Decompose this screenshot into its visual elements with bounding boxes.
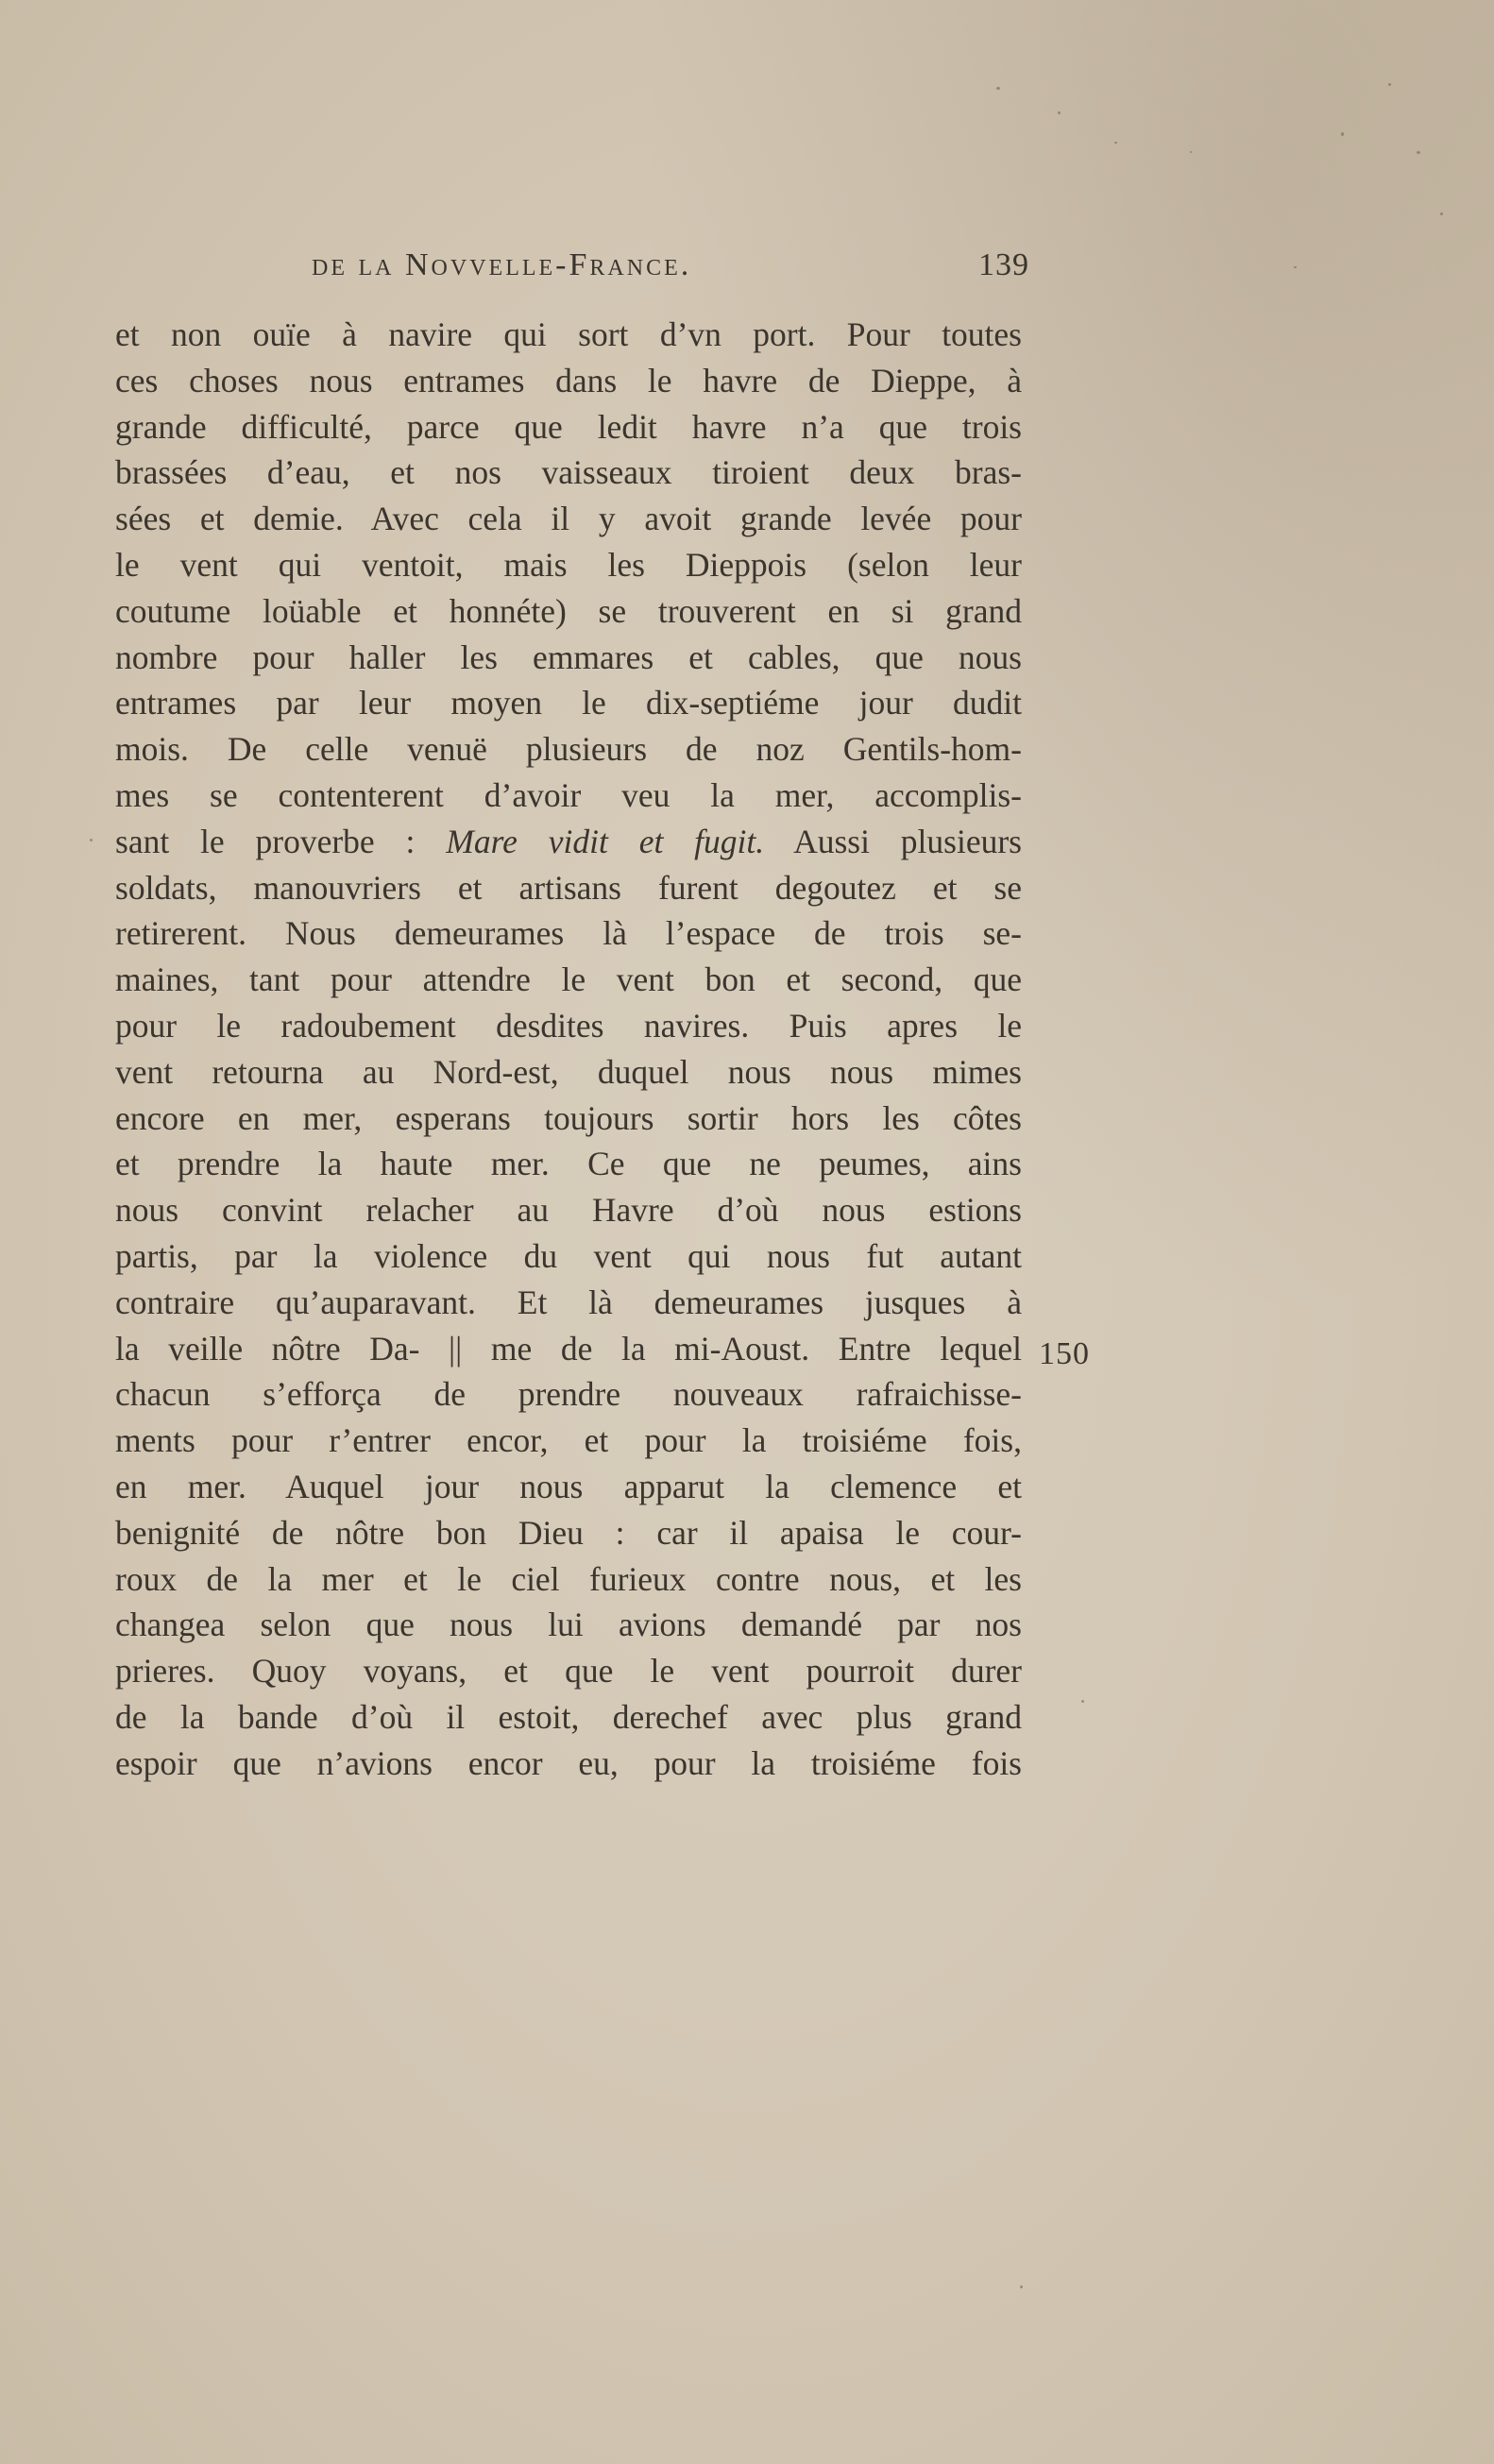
text-line: retirerent. Nous demeurames là l’espace de trois se- <box>115 914 1022 953</box>
text-line: nombre pour haller les emmares et cables, que nous <box>115 637 1022 676</box>
text-line: de la bande d’où il estoit, derechef avec plus grand <box>115 1697 1022 1736</box>
body-text <box>115 312 1022 1787</box>
paper-speck <box>90 839 93 841</box>
text-line <box>115 819 1022 865</box>
text-line: mes se contenterent d’avoir veu la mer, accomplis- <box>115 775 1022 814</box>
text-line: vent retourna au Nord-est, duquel nous nous mimes <box>115 1052 1022 1091</box>
text-line: mois. De celle venuë plusieurs de noz Gentils-hom- <box>115 730 1022 769</box>
text-line: le vent qui ventoit, mais les Dieppois (selon leur <box>115 545 1022 584</box>
text-line: la veille nôtre Da- || me de la mi-Aoust. Entre lequel <box>115 1329 1022 1368</box>
text-line: prieres. Quoy voyans, et que le vent pourroit durer <box>115 1652 1022 1691</box>
text-line: ments pour r’entrer encor, et pour la troisiéme fois, <box>115 1421 1022 1460</box>
text-line: encore en mer, esperans toujours sortir hors les côtes <box>115 1098 1022 1137</box>
paper-speck <box>1190 151 1192 153</box>
paper-speck <box>1341 132 1344 136</box>
text-line: partis, par la violence du vent qui nous fut autant <box>115 1236 1022 1275</box>
text-line: brassées d’eau, et nos vaisseaux tiroient deux bras- <box>115 453 1022 492</box>
text-line: nous convint relacher au Havre d’où nous estions <box>115 1191 1022 1230</box>
paper-speck <box>996 87 1000 90</box>
text-line: soldats, manouvriers et artisans furent degoutez et se <box>115 868 1022 907</box>
paper-speck <box>1388 83 1391 86</box>
text-line: maines, tant pour attendre le vent bon et second, que <box>115 960 1022 999</box>
text-segment: sant le proverbe : <box>115 822 447 860</box>
text-line: sées et demie. Avec cela il y avoit grande levée pour <box>115 500 1022 538</box>
paper-speck <box>1114 142 1117 144</box>
text-line: benignité de nôtre bon Dieu : car il apaisa le cour- <box>115 1513 1022 1552</box>
text-line: et non ouïe à navire qui sort d’vn port. Pour toutes <box>115 315 1022 353</box>
text-line: chacun s’efforça de prendre nouveaux rafraichisse- <box>115 1375 1022 1414</box>
text-line: et prendre la haute mer. Ce que ne peumes, ains <box>115 1145 1022 1183</box>
margin-folio-note: 150 <box>1039 1336 1090 1371</box>
page-number: 139 <box>978 247 1029 282</box>
paper-speck <box>1020 2286 1023 2288</box>
text-line: changea selon que nous lui avions demandé par nos <box>115 1606 1022 1644</box>
text-line: espoir que n’avions encor eu, pour la troisiéme fois <box>115 1743 1022 1782</box>
paper-speck <box>1081 1700 1084 1703</box>
text-line: ces choses nous entrames dans le havre de Dieppe, à <box>115 361 1022 399</box>
paper-speck <box>1440 212 1443 215</box>
running-title: de la Novvelle-France. <box>312 247 692 282</box>
text-line: en mer. Auquel jour nous apparut la clemence et <box>115 1467 1022 1505</box>
text-line: entrames par leur moyen le dix-septiéme jour dudit <box>115 684 1022 722</box>
paper-speck <box>1294 266 1297 268</box>
text-line: grande difficulté, parce que ledit havre n’a que trois <box>115 407 1022 446</box>
latin-quotation: Mare vidit et fugit. <box>446 822 765 860</box>
text-line: roux de la mer et le ciel furieux contre nous, et les <box>115 1559 1022 1598</box>
paper-speck <box>1058 111 1061 114</box>
paper-speck <box>1417 151 1420 154</box>
text-line: contraire qu’auparavant. Et là demeurames jusques à <box>115 1283 1022 1321</box>
text-line: pour le radoubement desdites navires. Puis apres le <box>115 1006 1022 1045</box>
text-segment: Aussi plusieurs <box>764 822 1022 860</box>
text-line: coutume loüable et honnéte) se trouverent en si grand <box>115 591 1022 630</box>
